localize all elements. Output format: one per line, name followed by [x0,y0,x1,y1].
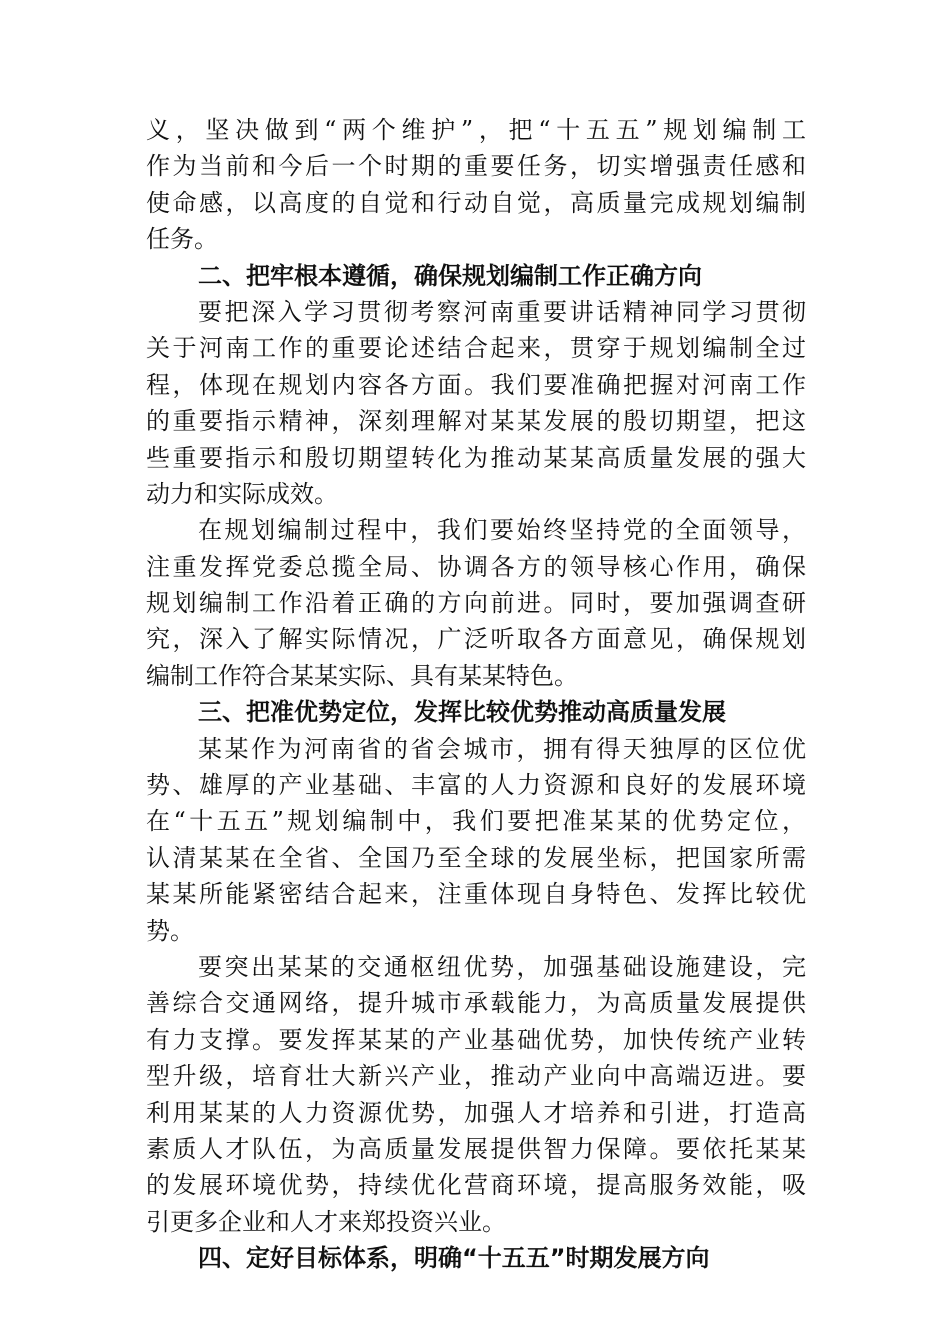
section-heading-4: 四、定好目标体系，明确“十五五”时期发展方向 [198,1244,710,1273]
section-heading-2: 二、把牢根本遵循，确保规划编制工作正确方向 [198,261,702,290]
text-line: 的发展环境优势，持续优化营商环境，提高服务效能，吸 [146,1171,806,1200]
text-line: 动力和实际成效。 [146,479,338,508]
text-line: 要突出某某的交通枢纽优势，加强基础设施建设，完 [198,952,806,981]
text-line: 某某所能紧密结合起来，注重体现自身特色、发挥比较优 [146,880,806,909]
text-line: 某某作为河南省的省会城市，拥有得天独厚的区位优 [198,734,806,763]
text-line: 注重发挥党委总揽全局、协调各方的领导核心作用，确保 [146,552,806,581]
text-line: 规划编制工作沿着正确的方向前进。同时，要加强调查研 [146,589,806,618]
text-line: 认清某某在全省、全国乃至全球的发展坐标，把国家所需 [146,843,806,872]
text-line: 引更多企业和人才来郑投资兴业。 [146,1207,506,1236]
paragraph [146,512,806,694]
text-line: 些重要指示和殷切期望转化为推动某某高质量发展的强大 [146,443,806,472]
text-line: 任务。 [146,225,218,254]
text-line: 究，深入了解实际情况，广泛听取各方面意见，确保规划 [146,625,806,654]
text-line: 的重要指示精神，深刻理解对某某发展的殷切期望，把这 [146,407,806,436]
paragraph [146,949,806,1240]
text-line: 使命感，以高度的自觉和行动自觉，高质量完成规划编制 [146,188,806,217]
document-page [146,112,806,1277]
text-line: 在规划编制过程中，我们要始终坚持党的全面领导， [198,516,806,545]
text-line: 势。 [146,916,194,945]
text-line: 义，坚决做到“两个维护”，把“十五五”规划编制工 [146,116,806,144]
text-line: 作为当前和今后一个时期的重要任务，切实增强责任感和 [146,152,806,181]
text-line: 在“十五五”规划编制中，我们要把准某某的优势定位， [146,807,806,836]
section-heading-3: 三、把准优势定位，发挥比较优势推动高质量发展 [198,698,726,727]
text-line: 要把深入学习贯彻考察河南重要讲话精神同学习贯彻 [198,297,806,326]
text-line: 有力支撑。要发挥某某的产业基础优势，加快传统产业转 [146,1025,806,1054]
text-line: 善综合交通网络，提升城市承载能力，为高质量发展提供 [146,989,806,1018]
text-line: 型升级，培育壮大新兴产业，推动产业向中高端迈进。要 [146,1062,806,1091]
text-line: 编制工作符合某某实际、具有某某特色。 [146,661,578,690]
paragraph [146,294,806,512]
text-line: 素质人才队伍，为高质量发展提供智力保障。要依托某某 [146,1134,806,1163]
text-line: 关于河南工作的重要论述结合起来，贯穿于规划编制全过 [146,334,806,363]
text-line: 程，体现在规划内容各方面。我们要准确把握对河南工作 [146,370,806,399]
text-line: 势、雄厚的产业基础、丰富的人力资源和良好的发展环境 [146,771,806,800]
paragraph-continuation [146,112,806,258]
paragraph [146,731,806,949]
text-line: 利用某某的人力资源优势，加强人才培养和引进，打造高 [146,1098,806,1127]
